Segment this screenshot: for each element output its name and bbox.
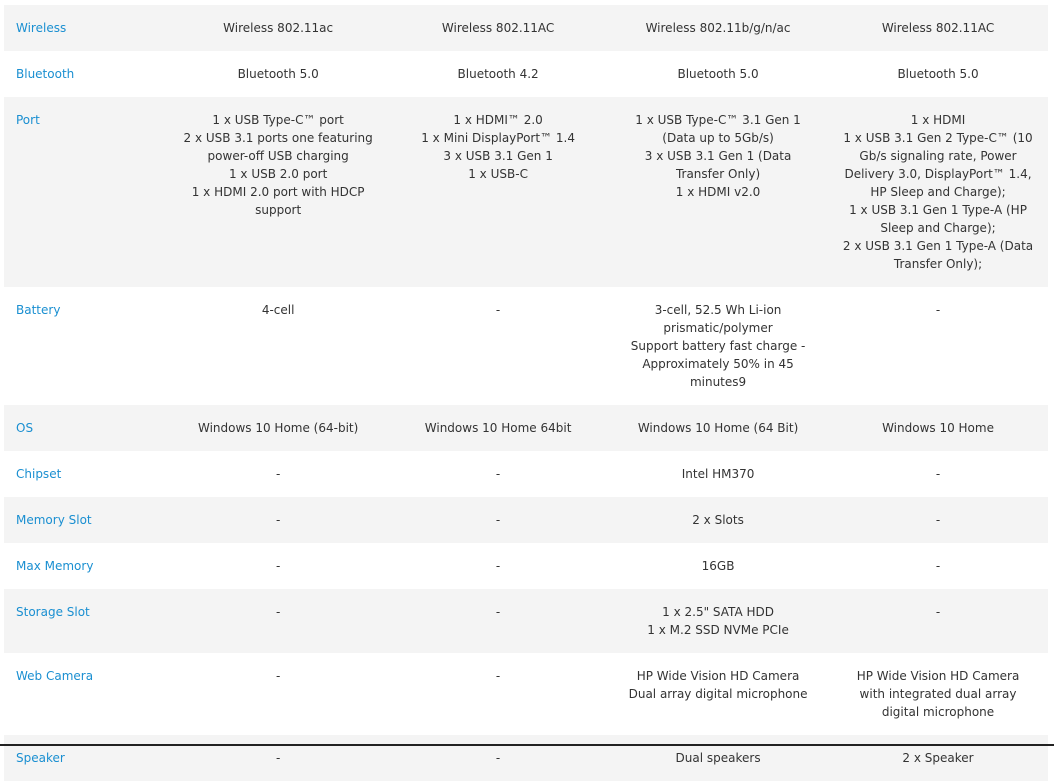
spec-value-cell (828, 543, 1048, 589)
spec-label: Web Camera (4, 653, 168, 735)
spec-value-cell (388, 51, 608, 97)
spec-value-line: Bluetooth 5.0 (237, 67, 319, 81)
spec-value-cell (388, 589, 608, 653)
spec-value-cell (168, 653, 388, 735)
spec-row (4, 97, 1048, 287)
spec-value-cell (608, 589, 828, 653)
spec-value-line: Dual speakers (675, 751, 761, 765)
spec-value-cell (168, 497, 388, 543)
spec-label: Storage Slot (4, 589, 168, 653)
spec-value-line: 3-cell, 52.5 Wh Li-ion (654, 303, 782, 317)
spec-value-line: - (275, 559, 281, 573)
spec-value-line: - (495, 605, 501, 619)
spec-value-line: 1 x HDMI 2.0 port with HDCP (191, 185, 365, 199)
spec-value-line: Gb/s signaling rate, Power (859, 149, 1017, 163)
spec-row (4, 451, 1048, 497)
spec-value-line: 1 x USB-C (468, 167, 528, 181)
spec-value-cell (388, 653, 608, 735)
spec-value-line: Wireless 802.11b/g/n/ac (645, 21, 791, 35)
spec-row (4, 653, 1048, 735)
spec-value-cell (828, 51, 1048, 97)
spec-value-cell (828, 287, 1048, 405)
spec-value-line: 1 x HDMI™ 2.0 (453, 113, 543, 127)
spec-row (4, 51, 1048, 97)
spec-value-line: - (495, 467, 501, 481)
spec-value-line: Delivery 3.0, DisplayPort™ 1.4, (844, 167, 1032, 181)
spec-comparison-table (4, 5, 1048, 781)
spec-label: Battery (4, 287, 168, 405)
spec-value-cell (608, 5, 828, 51)
spec-value-cell (828, 5, 1048, 51)
spec-value-line: 1 x HDMI (910, 113, 966, 127)
spec-value-cell (388, 451, 608, 497)
spec-value-line: (Data up to 5Gb/s) (662, 131, 774, 145)
spec-value-line: 2 x USB 3.1 Gen 1 Type-A (Data (842, 239, 1034, 253)
spec-value-line: - (935, 605, 941, 619)
spec-value-line: minutes9 (689, 375, 747, 389)
spec-value-cell (608, 451, 828, 497)
spec-value-line: 16GB (701, 559, 735, 573)
spec-label: OS (4, 405, 168, 451)
spec-value-line: 2 x USB 3.1 ports one featuring (183, 131, 373, 145)
spec-value-line: Bluetooth 5.0 (897, 67, 979, 81)
spec-value-line: Sleep and Charge); (880, 221, 996, 235)
spec-value-line: Windows 10 Home (882, 421, 994, 435)
spec-label: Wireless (4, 5, 168, 51)
spec-value-cell (608, 51, 828, 97)
spec-value-line: Intel HM370 (681, 467, 755, 481)
spec-value-cell (168, 543, 388, 589)
spec-value-cell (608, 405, 828, 451)
spec-value-line: 1 x 2.5" SATA HDD (662, 605, 774, 619)
spec-value-cell (828, 589, 1048, 653)
spec-value-line: - (275, 467, 281, 481)
spec-value-line: digital microphone (881, 705, 995, 719)
spec-value-line: Bluetooth 4.2 (457, 67, 539, 81)
spec-value-line: 1 x USB Type-C™ port (212, 113, 344, 127)
spec-value-line: 4-cell (261, 303, 295, 317)
spec-value-cell (828, 497, 1048, 543)
spec-value-line: 3 x USB 3.1 Gen 1 (443, 149, 553, 163)
spec-value-line: Windows 10 Home (64 Bit) (637, 421, 799, 435)
spec-value-line: Transfer Only) (675, 167, 761, 181)
spec-value-line: - (495, 559, 501, 573)
spec-value-cell (608, 543, 828, 589)
spec-value-line: Support battery fast charge - (630, 339, 806, 353)
spec-value-cell (388, 5, 608, 51)
spec-value-cell (828, 451, 1048, 497)
spec-value-line: 1 x USB 3.1 Gen 1 Type-A (HP (849, 203, 1027, 217)
spec-value-cell (608, 735, 828, 781)
spec-value-cell (388, 97, 608, 287)
spec-value-line: 2 x Slots (692, 513, 744, 527)
spec-value-line: HP Wide Vision HD Camera (636, 669, 800, 683)
spec-value-line: Wireless 802.11ac (223, 21, 334, 35)
spec-label: Speaker (4, 735, 168, 781)
spec-value-cell (828, 97, 1048, 287)
spec-table-body (4, 5, 1048, 781)
spec-value-line: Bluetooth 5.0 (677, 67, 759, 81)
spec-value-cell (608, 97, 828, 287)
spec-value-cell (388, 287, 608, 405)
spec-value-line: - (935, 513, 941, 527)
spec-value-line: - (935, 303, 941, 317)
spec-value-line: Wireless 802.11AC (881, 21, 995, 35)
spec-value-line: 1 x USB 3.1 Gen 2 Type-C™ (10 (843, 131, 1033, 145)
spec-label: Chipset (4, 451, 168, 497)
spec-label: Port (4, 97, 168, 287)
spec-value-cell (168, 735, 388, 781)
spec-row (4, 405, 1048, 451)
spec-value-line: 2 x Speaker (902, 751, 974, 765)
spec-row (4, 287, 1048, 405)
spec-value-line: 1 x M.2 SSD NVMe PCIe (647, 623, 789, 637)
spec-value-line: - (495, 751, 501, 765)
spec-value-line: 1 x HDMI v2.0 (675, 185, 761, 199)
spec-value-cell (828, 653, 1048, 735)
spec-value-cell (168, 405, 388, 451)
spec-value-line: with integrated dual array (859, 687, 1017, 701)
spec-value-line: power-off USB charging (207, 149, 349, 163)
spec-row (4, 497, 1048, 543)
spec-value-cell (168, 51, 388, 97)
spec-label: Memory Slot (4, 497, 168, 543)
spec-value-line: - (495, 303, 501, 317)
spec-value-line: Dual array digital microphone (628, 687, 808, 701)
spec-value-line: 1 x USB 2.0 port (228, 167, 328, 181)
spec-row (4, 5, 1048, 51)
spec-value-line: HP Wide Vision HD Camera (856, 669, 1020, 683)
spec-value-cell (168, 589, 388, 653)
spec-value-cell (608, 497, 828, 543)
spec-value-line: Windows 10 Home (64-bit) (197, 421, 359, 435)
spec-value-cell (168, 5, 388, 51)
spec-row (4, 589, 1048, 653)
spec-label: Max Memory (4, 543, 168, 589)
spec-value-cell (608, 287, 828, 405)
spec-value-line: - (275, 513, 281, 527)
spec-value-cell (168, 451, 388, 497)
spec-value-line: - (275, 669, 281, 683)
spec-value-cell (828, 735, 1048, 781)
spec-value-line: 3 x USB 3.1 Gen 1 (Data (644, 149, 792, 163)
spec-value-line: prismatic/polymer (663, 321, 773, 335)
spec-value-line: 1 x USB Type-C™ 3.1 Gen 1 (635, 113, 801, 127)
spec-value-cell (828, 405, 1048, 451)
spec-value-line: - (495, 669, 501, 683)
spec-value-line: support (255, 203, 302, 217)
spec-value-line: 1 x Mini DisplayPort™ 1.4 (421, 131, 575, 145)
spec-value-cell (168, 287, 388, 405)
spec-value-cell (168, 97, 388, 287)
spec-value-line: - (275, 751, 281, 765)
spec-label: Bluetooth (4, 51, 168, 97)
spec-value-line: - (495, 513, 501, 527)
spec-value-line: - (935, 467, 941, 481)
spec-value-cell (608, 653, 828, 735)
spec-row (4, 543, 1048, 589)
spec-value-cell (388, 405, 608, 451)
spec-value-line: - (275, 605, 281, 619)
spec-value-cell (388, 735, 608, 781)
spec-value-line: Transfer Only); (893, 257, 983, 271)
spec-value-line: Windows 10 Home 64bit (424, 421, 572, 435)
spec-value-cell (388, 543, 608, 589)
spec-value-line: HP Sleep and Charge); (870, 185, 1006, 199)
spec-value-cell (388, 497, 608, 543)
spec-value-line: Approximately 50% in 45 (642, 357, 794, 371)
spec-row (4, 735, 1048, 781)
spec-value-line: - (935, 559, 941, 573)
spec-value-line: Wireless 802.11AC (441, 21, 555, 35)
